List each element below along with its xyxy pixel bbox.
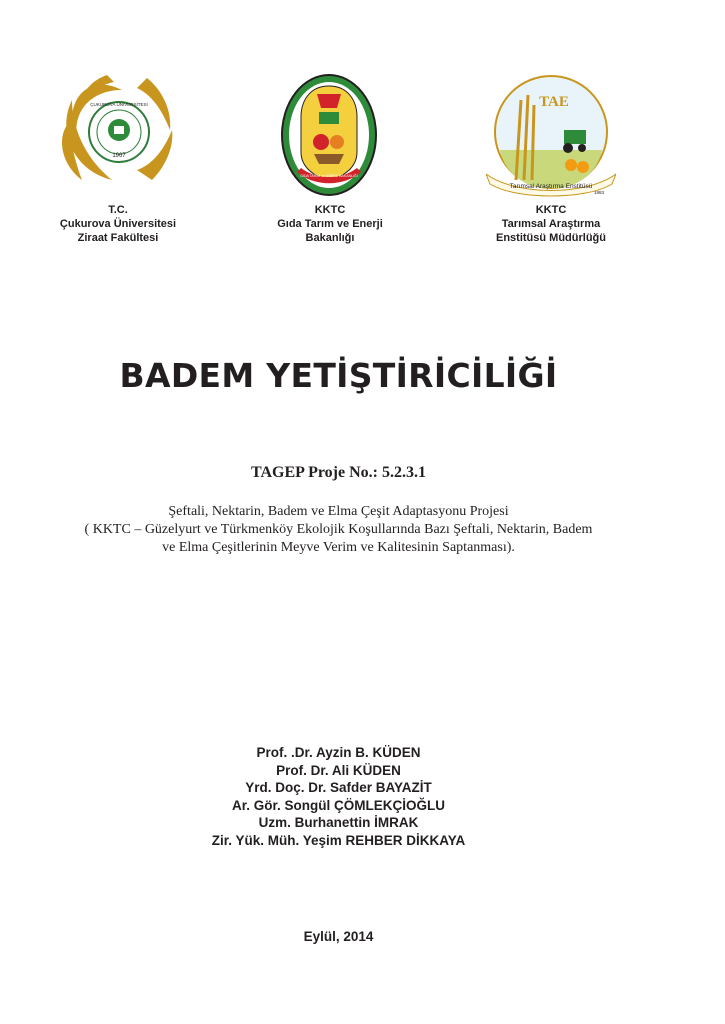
institution-line: Gıda Tarım ve Enerji [277, 218, 383, 230]
cukurova-seal-text: ÇUKUROVA ÜNİVERSİTESİ [90, 102, 148, 107]
cukurova-university-logo [52, 70, 182, 195]
author-name: Zir. Yük. Müh. Yeşim REHBER DİKKAYA [211, 832, 466, 848]
kktc-ministry-logo [279, 72, 379, 198]
author-name: Prof. Dr. Ali KÜDEN [276, 762, 401, 778]
institution-line: KKTC [535, 204, 567, 216]
institution-line: T.C. [108, 204, 128, 216]
institution-line: Tarımsal Araştırma [501, 218, 601, 230]
cukurova-seal-year: 1967 [112, 153, 126, 159]
document-title: BADEM YETİŞTİRİCİLİĞİ [119, 356, 558, 395]
description-line: ve Elma Çeşitlerinin Meyve Verim ve Kalitesinin Saptanması). [162, 540, 515, 555]
project-description [0, 503, 677, 557]
tae-seal-banner: Tarımsal Araştırma Enstitüsü [509, 183, 593, 190]
institution-ministry [252, 203, 408, 245]
institution-tae [473, 203, 629, 245]
author-name: Uzm. Burhanettin İMRAK [258, 815, 419, 830]
institution-line: Çukurova Üniversitesi [59, 218, 177, 230]
institution-cukurova [40, 203, 196, 245]
author-name: Prof. .Dr. Ayzin B. KÜDEN [256, 745, 421, 760]
author-name: Ar. Gör. Songül ÇÖMLEKÇİOĞLU [231, 797, 445, 813]
publication-date: Eylül, 2014 [303, 929, 374, 944]
ministry-seal-text: GIDA TARIM ve ENERJİ BAKANLIĞI [300, 174, 358, 178]
description-line: Şeftali, Nektarin, Badem ve Elma Çeşit Adaptasyonu Projesi [168, 504, 509, 519]
author-list [0, 744, 677, 849]
tae-institute-logo [486, 70, 616, 198]
description-line: ( KKTC – Güzelyurt ve Türkmenköy Ekolojik Koşullarında Bazı Şeftali, Nektarin, Badem [84, 522, 593, 537]
institution-line: Bakanlığı [305, 232, 355, 244]
institution-line: Ziraat Fakültesi [77, 232, 159, 244]
tae-seal-text: TAE [539, 94, 569, 110]
institution-line: Enstitüsü Müdürlüğü [496, 232, 606, 244]
institution-line: KKTC [314, 204, 346, 216]
author-name: Yrd. Doç. Dr. Safder BAYAZİT [245, 780, 432, 795]
project-number: TAGEP Proje No.: 5.2.3.1 [251, 464, 426, 481]
tae-seal-year: 1983 [593, 190, 605, 195]
